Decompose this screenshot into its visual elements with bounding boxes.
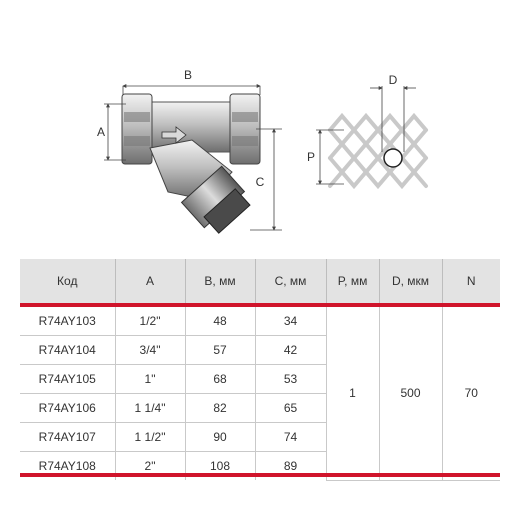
cell-c: 34 <box>255 305 326 336</box>
cell-a: 2" <box>115 452 185 481</box>
y-strainer-illustration <box>122 94 260 233</box>
right-hex-nut <box>230 94 260 164</box>
header-c: C, мм <box>255 259 326 305</box>
header-b: B, мм <box>185 259 255 305</box>
header-a: A <box>115 259 185 305</box>
dimension-b <box>123 68 260 95</box>
cell-b: 57 <box>185 336 255 365</box>
cell-a: 1/2" <box>115 305 185 336</box>
cell-a: 3/4" <box>115 336 185 365</box>
cell-code: R74AY107 <box>20 423 115 452</box>
cell-n-merged: 70 <box>442 305 500 480</box>
cell-b: 90 <box>185 423 255 452</box>
cell-code: R74AY106 <box>20 394 115 423</box>
cell-b: 82 <box>185 394 255 423</box>
technical-drawing <box>0 0 526 260</box>
mesh-hole-circle <box>384 149 402 167</box>
dimension-d-label: D <box>388 73 398 87</box>
cell-code: R74AY103 <box>20 305 115 336</box>
cell-b: 48 <box>185 305 255 336</box>
dimension-b-label: B <box>183 68 193 82</box>
cell-b: 68 <box>185 365 255 394</box>
cell-a: 1 1/2" <box>115 423 185 452</box>
cell-p-merged: 1 <box>326 305 379 480</box>
cell-code: R74AY108 <box>38 459 96 473</box>
cell-c: 53 <box>255 365 326 394</box>
header-d: D, мкм <box>379 259 442 305</box>
cell-code: R74AY105 <box>20 365 115 394</box>
cell-c: 42 <box>255 336 326 365</box>
cell-b: 108 <box>185 452 255 481</box>
cell-a: 1 1/4" <box>115 394 185 423</box>
cell-c: 74 <box>255 423 326 452</box>
mesh-detail <box>307 73 426 186</box>
left-hex-nut <box>122 94 152 164</box>
cell-d-merged: 500 <box>379 305 442 480</box>
header-p: P, мм <box>326 259 379 305</box>
cell-c: 89 <box>255 452 326 481</box>
specification-table <box>20 259 500 481</box>
dimension-a-label: A <box>96 125 106 139</box>
table-header-row <box>20 259 500 305</box>
table-row <box>20 305 500 336</box>
cell-code: R74AY104 <box>20 336 115 365</box>
dimension-c-label: C <box>255 175 265 189</box>
table-bottom-accent-bar <box>20 473 500 477</box>
header-n: N <box>442 259 500 305</box>
cell-c: 65 <box>255 394 326 423</box>
header-code: Код <box>20 259 115 305</box>
cell-a: 1" <box>115 365 185 394</box>
dimension-p-label: P <box>306 150 316 164</box>
